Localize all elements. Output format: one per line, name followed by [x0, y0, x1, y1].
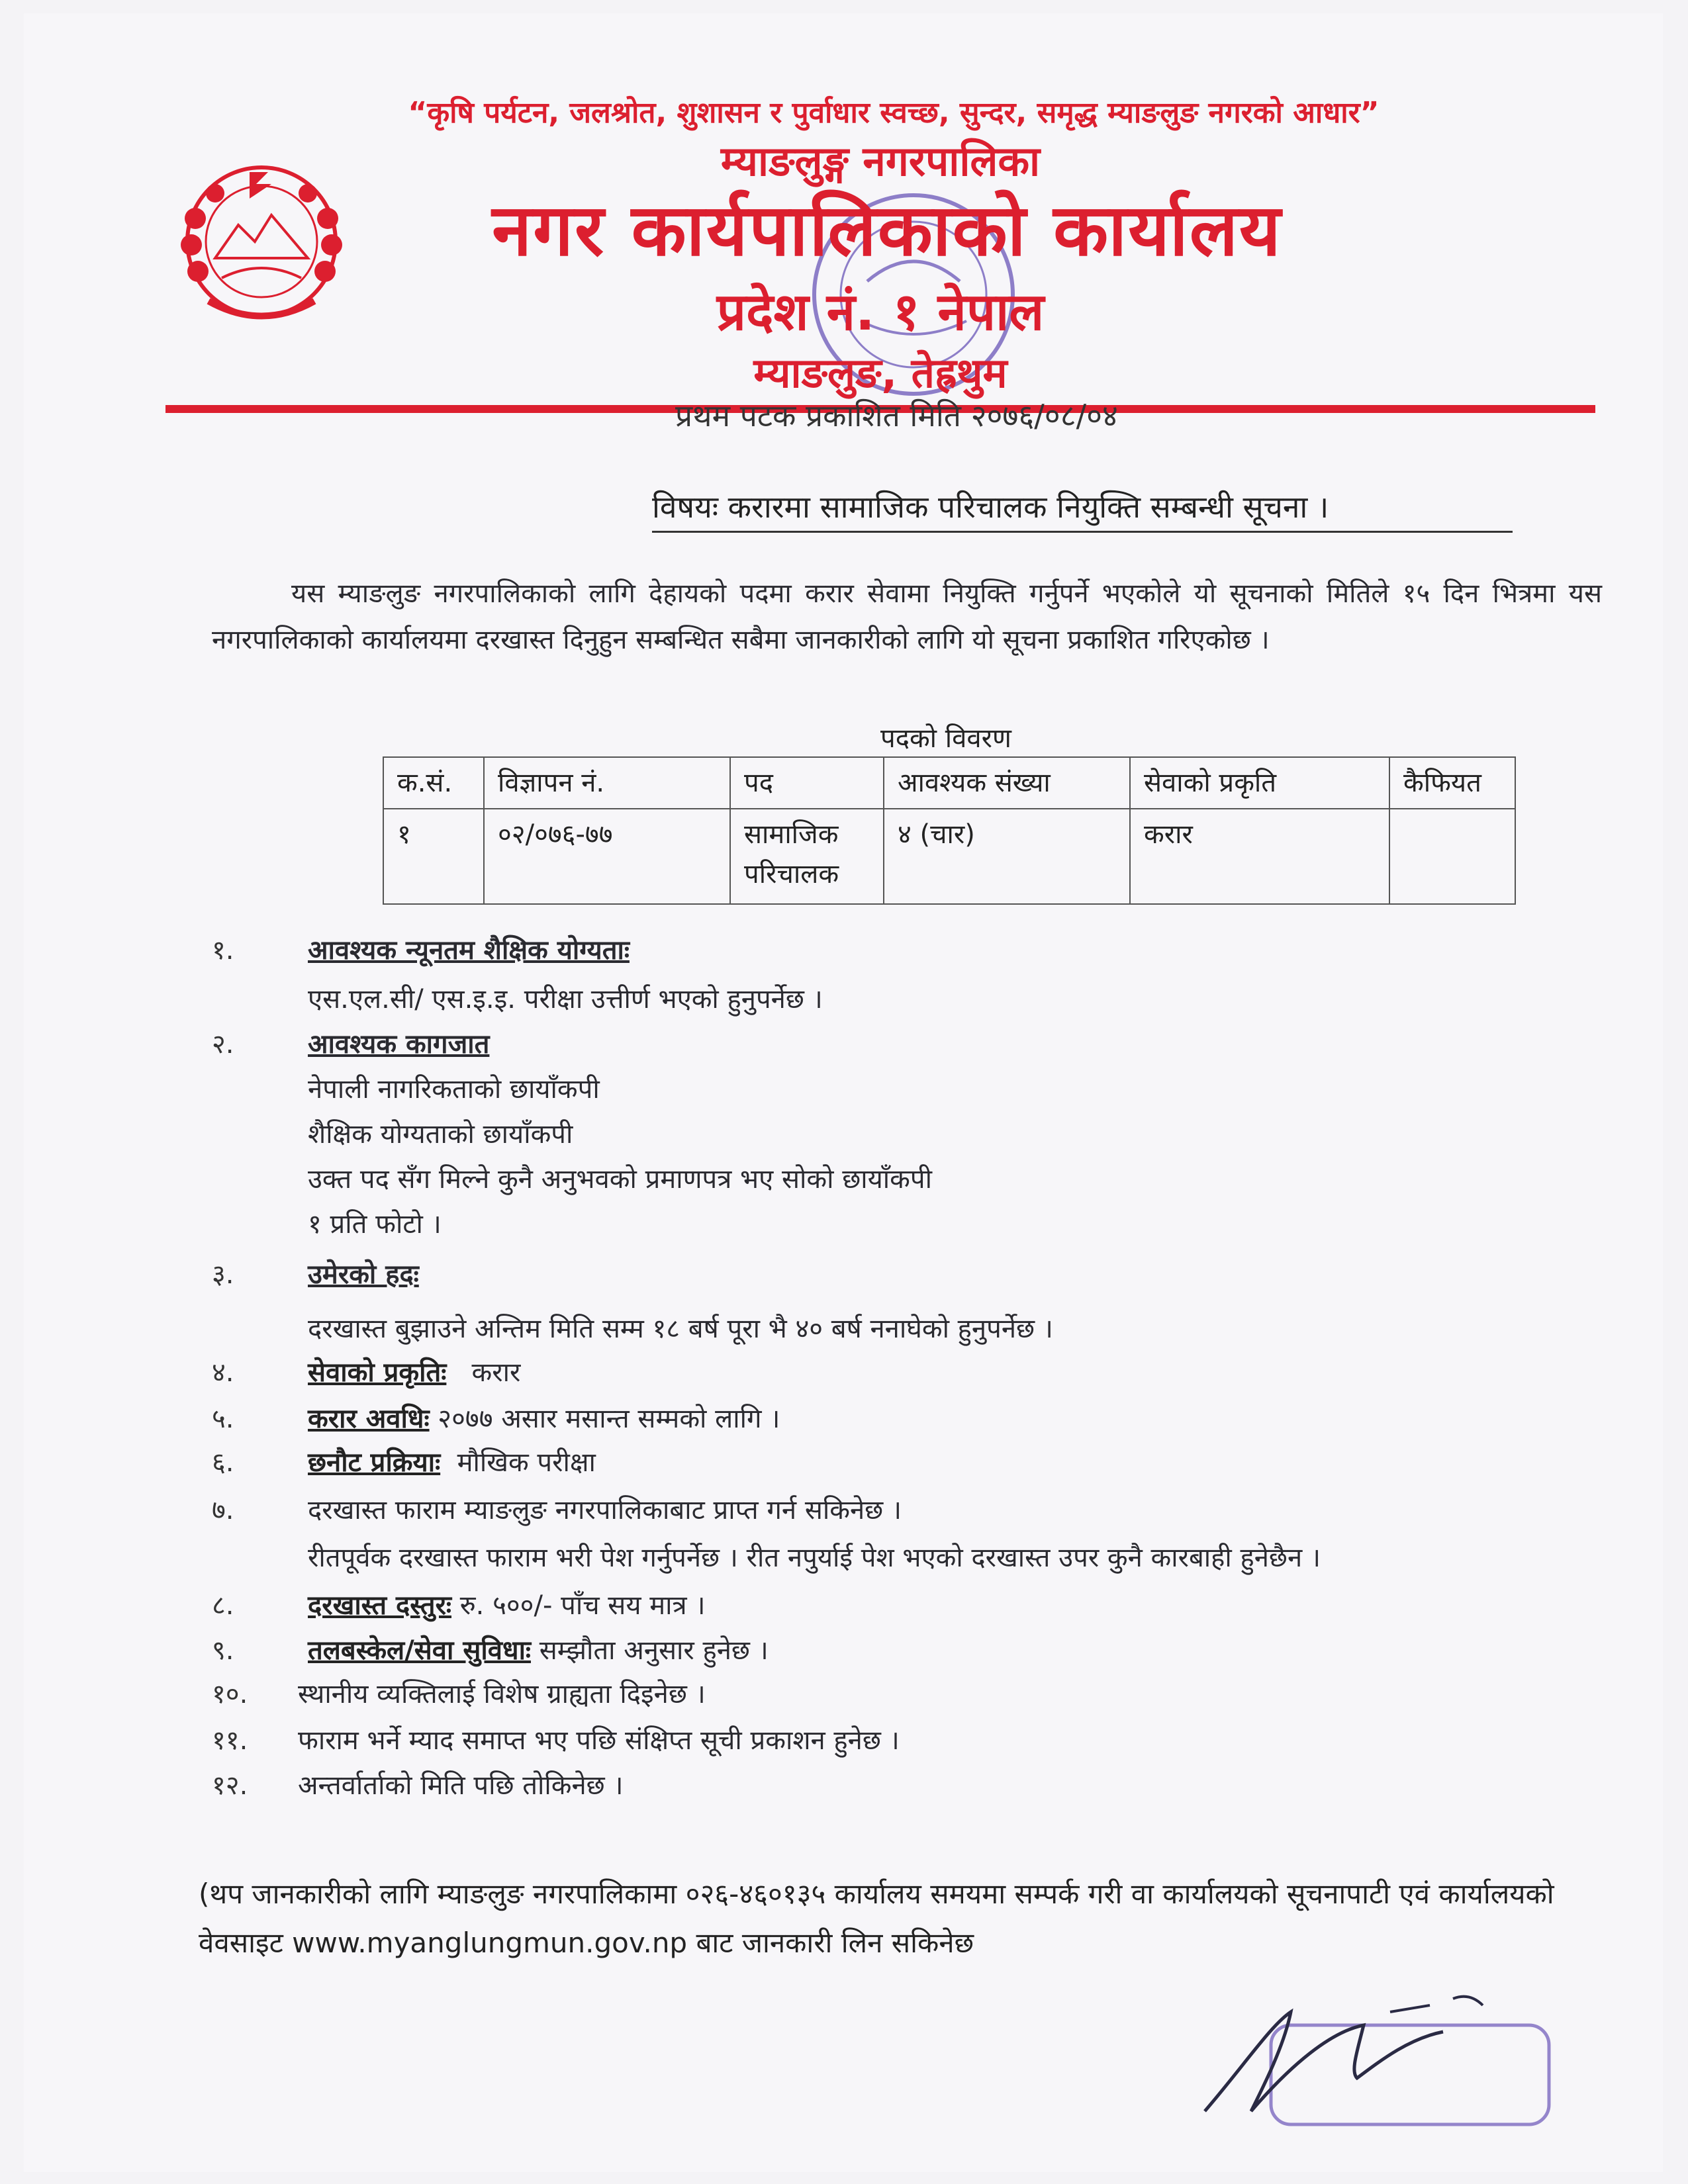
province-name: प्रदेश नं. १ नेपाल	[716, 283, 1045, 342]
col-header-ad-no: विज्ञापन नं.	[484, 757, 730, 809]
req-line: १ प्रति फोटो ।	[308, 1209, 442, 1240]
req-line: उक्त पद सँग मिल्ने कुनै अनुभवको प्रमाणपत्र भए सोको छायाँकपी	[308, 1164, 932, 1195]
req-item	[308, 1443, 596, 1479]
post-details-table	[383, 756, 1516, 905]
req-text: रु. ५००/- पाँच सय मात्र ।	[459, 1590, 706, 1621]
cell-ad-no: ०२/०७६-७७	[484, 809, 730, 904]
req-line: एस.एल.सी/ एस.इ.इ. परीक्षा उत्तीर्ण भएको हुनुपर्नेछ ।	[308, 984, 823, 1015]
cell-remarks	[1389, 809, 1515, 904]
cell-post-line1: सामाजिक	[744, 819, 839, 850]
notice-subject: विषयः करारमा सामाजिक परिचालक नियुक्ति सम्बन्धी सूचना ।	[652, 486, 1513, 533]
req-line: शैक्षिक योग्यताको छायाँकपी	[308, 1119, 573, 1150]
req-number: ५.	[212, 1404, 234, 1434]
req-heading: छनौट प्रक्रियाः	[308, 1447, 441, 1478]
contact-footer: (थप जानकारीको लागि म्याङलुङ नगरपालिकामा ०२६-४६०१३५ कार्यालय समयमा सम्पर्क गरी वा कार्यालयको सूचनापाटी एवं कार्यालयको वेवसाइट www.myanglungmun.gov.np बाट जानकारी लिन सकिनेछ	[199, 1878, 1554, 1959]
cell-post-line2: परिचालक	[744, 859, 839, 889]
nepal-emblem-icon	[175, 152, 348, 331]
req-number: ९.	[212, 1635, 234, 1666]
req-text: २०७७ असार मसान्त सम्मको लागि ।	[438, 1404, 780, 1434]
letterhead-slogan: “कृषि पर्यटन, जलश्रोत, शुशासन र पुर्वाधार स्वच्छ, सुन्दर, समृद्ध म्याङलुङ नगरको आधार”	[408, 96, 1380, 130]
notice-intro: यस म्याङलुङ नगरपालिकाको लागि देहायको पदमा करार सेवामा नियुक्ति गर्नुपर्ने भएकोले यो सूचनाको मितिले १५ दिन भित्रमा यस नगरपालिकाको कार्यालयमा दरखास्त दिनुहुन सम्बन्धित सबैमा जानकारीको लागि यो सूचना प्रकाशित गरिएकोछ ।	[212, 578, 1602, 655]
req-line: दरखास्त फाराम म्याङलुङ नगरपालिकाबाट प्राप्त गर्न सकिनेछ ।	[308, 1495, 902, 1525]
municipality-name: म्याङलुङ्ग नगरपालिका	[720, 137, 1041, 185]
req-item	[308, 1586, 706, 1622]
req-number: ८.	[212, 1590, 234, 1621]
req-number: ६.	[212, 1447, 234, 1478]
req-text: करार	[471, 1357, 521, 1388]
req-line: दरखास्त बुझाउने अन्तिम मिति सम्म १८ बर्ष पूरा भै ४० बर्ष ननाघेको हुनुपर्नेछ ।	[308, 1314, 1053, 1344]
req-number: ११.	[212, 1725, 248, 1756]
req-text: मौखिक परीक्षा	[457, 1447, 596, 1478]
table-caption: पदको विवरण	[880, 723, 1011, 754]
req-text: सम्झौता अनुसार हुनेछ ।	[539, 1635, 769, 1666]
req-heading: आवश्यक न्यूनतम शैक्षिक योग्यताः	[308, 935, 630, 966]
req-number: २.	[212, 1029, 234, 1060]
req-heading: तलबस्केल/सेवा सुविधाः	[308, 1635, 532, 1666]
req-number: १०.	[212, 1679, 248, 1709]
req-number: १२.	[212, 1770, 248, 1801]
req-text: अन्तर्वार्ताको मिति पछि तोकिनेछ ।	[298, 1770, 624, 1801]
col-header-post: पद	[730, 757, 884, 809]
publication-date: प्रथम पटक प्रकाशित मिति २०७६/०८/०४	[675, 398, 1118, 433]
req-line: रीतपूर्वक दरखास्त फाराम भरी पेश गर्नुपर्नेछ । रीत नपुर्याई पेश भएको दरखास्त उपर कुनै कारबाही हुनेछैन ।	[308, 1543, 1321, 1573]
cell-service: करार	[1130, 809, 1389, 904]
signature-stamp-icon	[1192, 1985, 1562, 2131]
table-row	[383, 809, 1515, 904]
req-text: स्थानीय व्यक्तिलाई विशेष ग्राह्यता दिइनेछ ।	[298, 1679, 706, 1709]
cell-count: ४ (चार)	[884, 809, 1130, 904]
req-number: ४.	[212, 1357, 234, 1388]
req-item	[308, 1399, 780, 1435]
req-item	[308, 1631, 769, 1667]
office-name: नगर कार्यपालिकाको कार्यालय	[492, 189, 1282, 272]
req-heading: करार अवधिः	[308, 1404, 430, 1434]
req-item	[308, 1353, 520, 1389]
req-number: ७.	[212, 1495, 234, 1525]
cell-sn: १	[383, 809, 484, 904]
col-header-sn: क.सं.	[383, 757, 484, 809]
req-heading: सेवाको प्रकृतिः	[308, 1357, 447, 1388]
col-header-remarks: कैफियत	[1389, 757, 1515, 809]
cell-post	[730, 809, 884, 904]
district-name: म्याङलुङ, तेह्रथुम	[753, 349, 1008, 397]
req-line: नेपाली नागरिकताको छायाँकपी	[308, 1074, 600, 1105]
req-heading: दरखास्त दस्तुरः	[308, 1590, 452, 1621]
col-header-count: आवश्यक संख्या	[884, 757, 1130, 809]
req-text: फाराम भर्ने म्याद समाप्त भए पछि संक्षिप्त सूची प्रकाशन हुनेछ ।	[298, 1725, 900, 1756]
table-header-row	[383, 757, 1515, 809]
req-heading: आवश्यक कागजात	[308, 1029, 490, 1060]
col-header-service: सेवाको प्रकृति	[1130, 757, 1389, 809]
req-number: ३.	[212, 1259, 234, 1290]
req-number: १.	[212, 935, 234, 966]
req-heading: उमेरको हदः	[308, 1259, 419, 1290]
